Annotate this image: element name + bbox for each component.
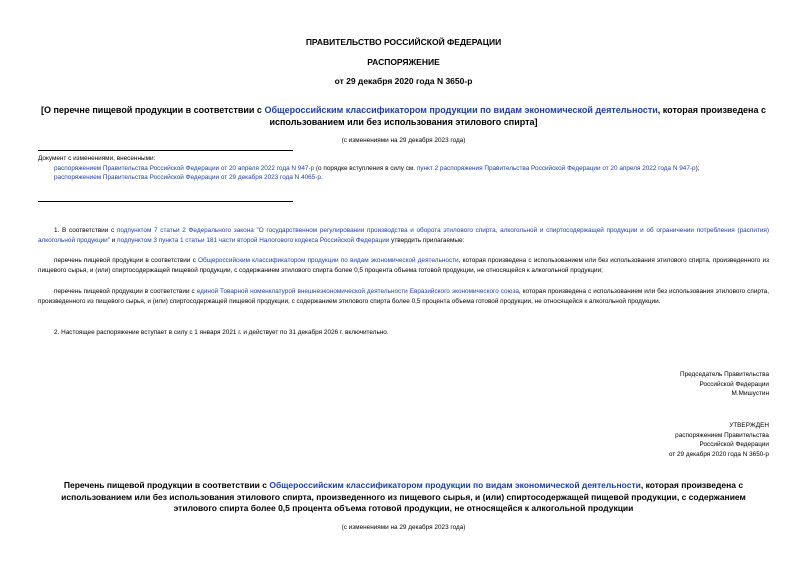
divider-bottom [38,201,293,202]
okved-link-p2[interactable]: Общероссийским классификатором продукции по видам экономической деятельности [198,257,459,264]
approved-line-3: Российской Федерации [699,441,769,448]
divider-top [38,150,293,151]
appendix-title [40,480,767,515]
changes-heading: Документ с изменениями, внесенными: [38,155,156,162]
paragraph-4: 2. Настоящее распоряжение вступает в силу с 1 января 2021 г. и действует по 31 декабря 2026 г. включительно. [54,329,389,336]
p2-text-a: перечень пищевой продукции в соответствии с [54,257,198,264]
p1-text-b: и [110,236,118,244]
changes-item-1-mid: (о порядке вступления в силу см. [314,164,417,172]
approved-line-1: УТВЕРЖДЕН [729,422,769,429]
tn-ved-link[interactable]: единой Товарной номенклатурой внешнеэкономической деятельности Евразийского экономического союза [196,288,519,295]
changes-item-2-end: . [320,174,323,181]
amendment-947-link[interactable]: распоряжением Правительства Российской Федерации от 20 апреля 2022 года N 947-р [54,164,315,172]
approved-line-4: от 29 декабря 2020 года N 3650-р [668,450,769,458]
amendment-4065-link[interactable]: распоряжением Правительства Российской Федерации от 29 декабря 2023 года N 4065-р [54,174,321,181]
approved-line-2: распоряжением Правительства [675,431,769,439]
amendment-947-clause2-link[interactable]: пункт 2 распоряжения Правительства Российской Федерации от 20 апреля 2022 года N 947-р [416,164,696,172]
paragraph-3 [38,287,769,306]
appendix-title-end: , которая произведена с использованием или без использования этилового спирта, произведенного из пищевого сырья, и (или) спиртосодержащей пищевой продукции, с содержанием этилового спирта более 0,5 процента объема готовой продукции, не относящейся к алкогольной продукции [61,480,746,513]
title-text-start: [О перечне пищевой продукции в соответствии с [40,105,265,115]
changes-block [38,154,769,183]
signature-line-3: М.Мишустин [731,390,769,397]
changes-item-1-end: ); [695,164,700,172]
p3-text-a: перечень пищевой продукции в соответствии с [54,288,197,295]
government-heading: ПРАВИТЕЛЬСТВО РОССИЙСКОЙ ФЕДЕРАЦИИ [305,37,502,47]
okved-classifier-link[interactable]: Общероссийским классификатором продукции по видам экономической деятельности [264,105,658,115]
p2-text-b: , которая произведена с использованием или без использования этилового спирта, произведенного из пищевого сырья, и (или) спиртосодержащей пищевой продукции, с содержанием этилового спирта более 0,5 процента объема готовой продукции, не относящейся к алкогольной продукции; [38,257,770,274]
p1-text-c: утвердить прилагаемые: [389,236,465,244]
document-date-number: от 29 декабря 2020 года N 3650-р [334,76,473,86]
appendix-revision-note: (с изменениями на 29 декабря 2023 года) [341,524,466,531]
federal-law-link[interactable]: подпунктом 7 статьи 2 Федерального закона "О государственном регулировании производства и оборота этилового спирта, алкогольной и спиртосодержащей продукции и об ограничении потребления (распития) алкогольной продукции" [38,227,769,244]
approved-block [549,421,769,459]
paragraph-2 [38,256,769,275]
signature-line-2: Российской Федерации [699,380,769,388]
signature-block [549,370,769,399]
p1-text-a: 1. В соответствии с [54,227,117,234]
appendix-title-start: Перечень пищевой продукции в соответствии с [63,480,270,490]
okved-link-appendix[interactable]: Общероссийским классификатором продукции по видам экономической деятельности [269,480,641,490]
title-text-end: , которая произведена с использованием или без использования этилового спирта] [269,105,767,127]
paragraph-1 [38,226,769,245]
signature-line-1: Председатель Правительства [680,371,769,378]
revision-note: (с изменениями на 29 декабря 2023 года) [341,137,466,144]
changes-item-1 [38,164,769,174]
tax-code-link[interactable]: подпунктом 3 пункта 1 статьи 181 части второй Налогового кодекса Российской Федерации [117,236,390,244]
document-title [30,104,777,128]
changes-item-2 [38,173,769,183]
document-type: РАСПОРЯЖЕНИЕ [367,57,440,67]
p3-text-b: , которая произведена с использованием или без использования этилового спирта, произведенного из пищевого сырья, и (или) спиртосодержащей пищевой продукции, с содержанием этилового спирта более 0,5 процента объема готовой продукции, не относящейся к алкогольной продукции. [38,288,770,305]
